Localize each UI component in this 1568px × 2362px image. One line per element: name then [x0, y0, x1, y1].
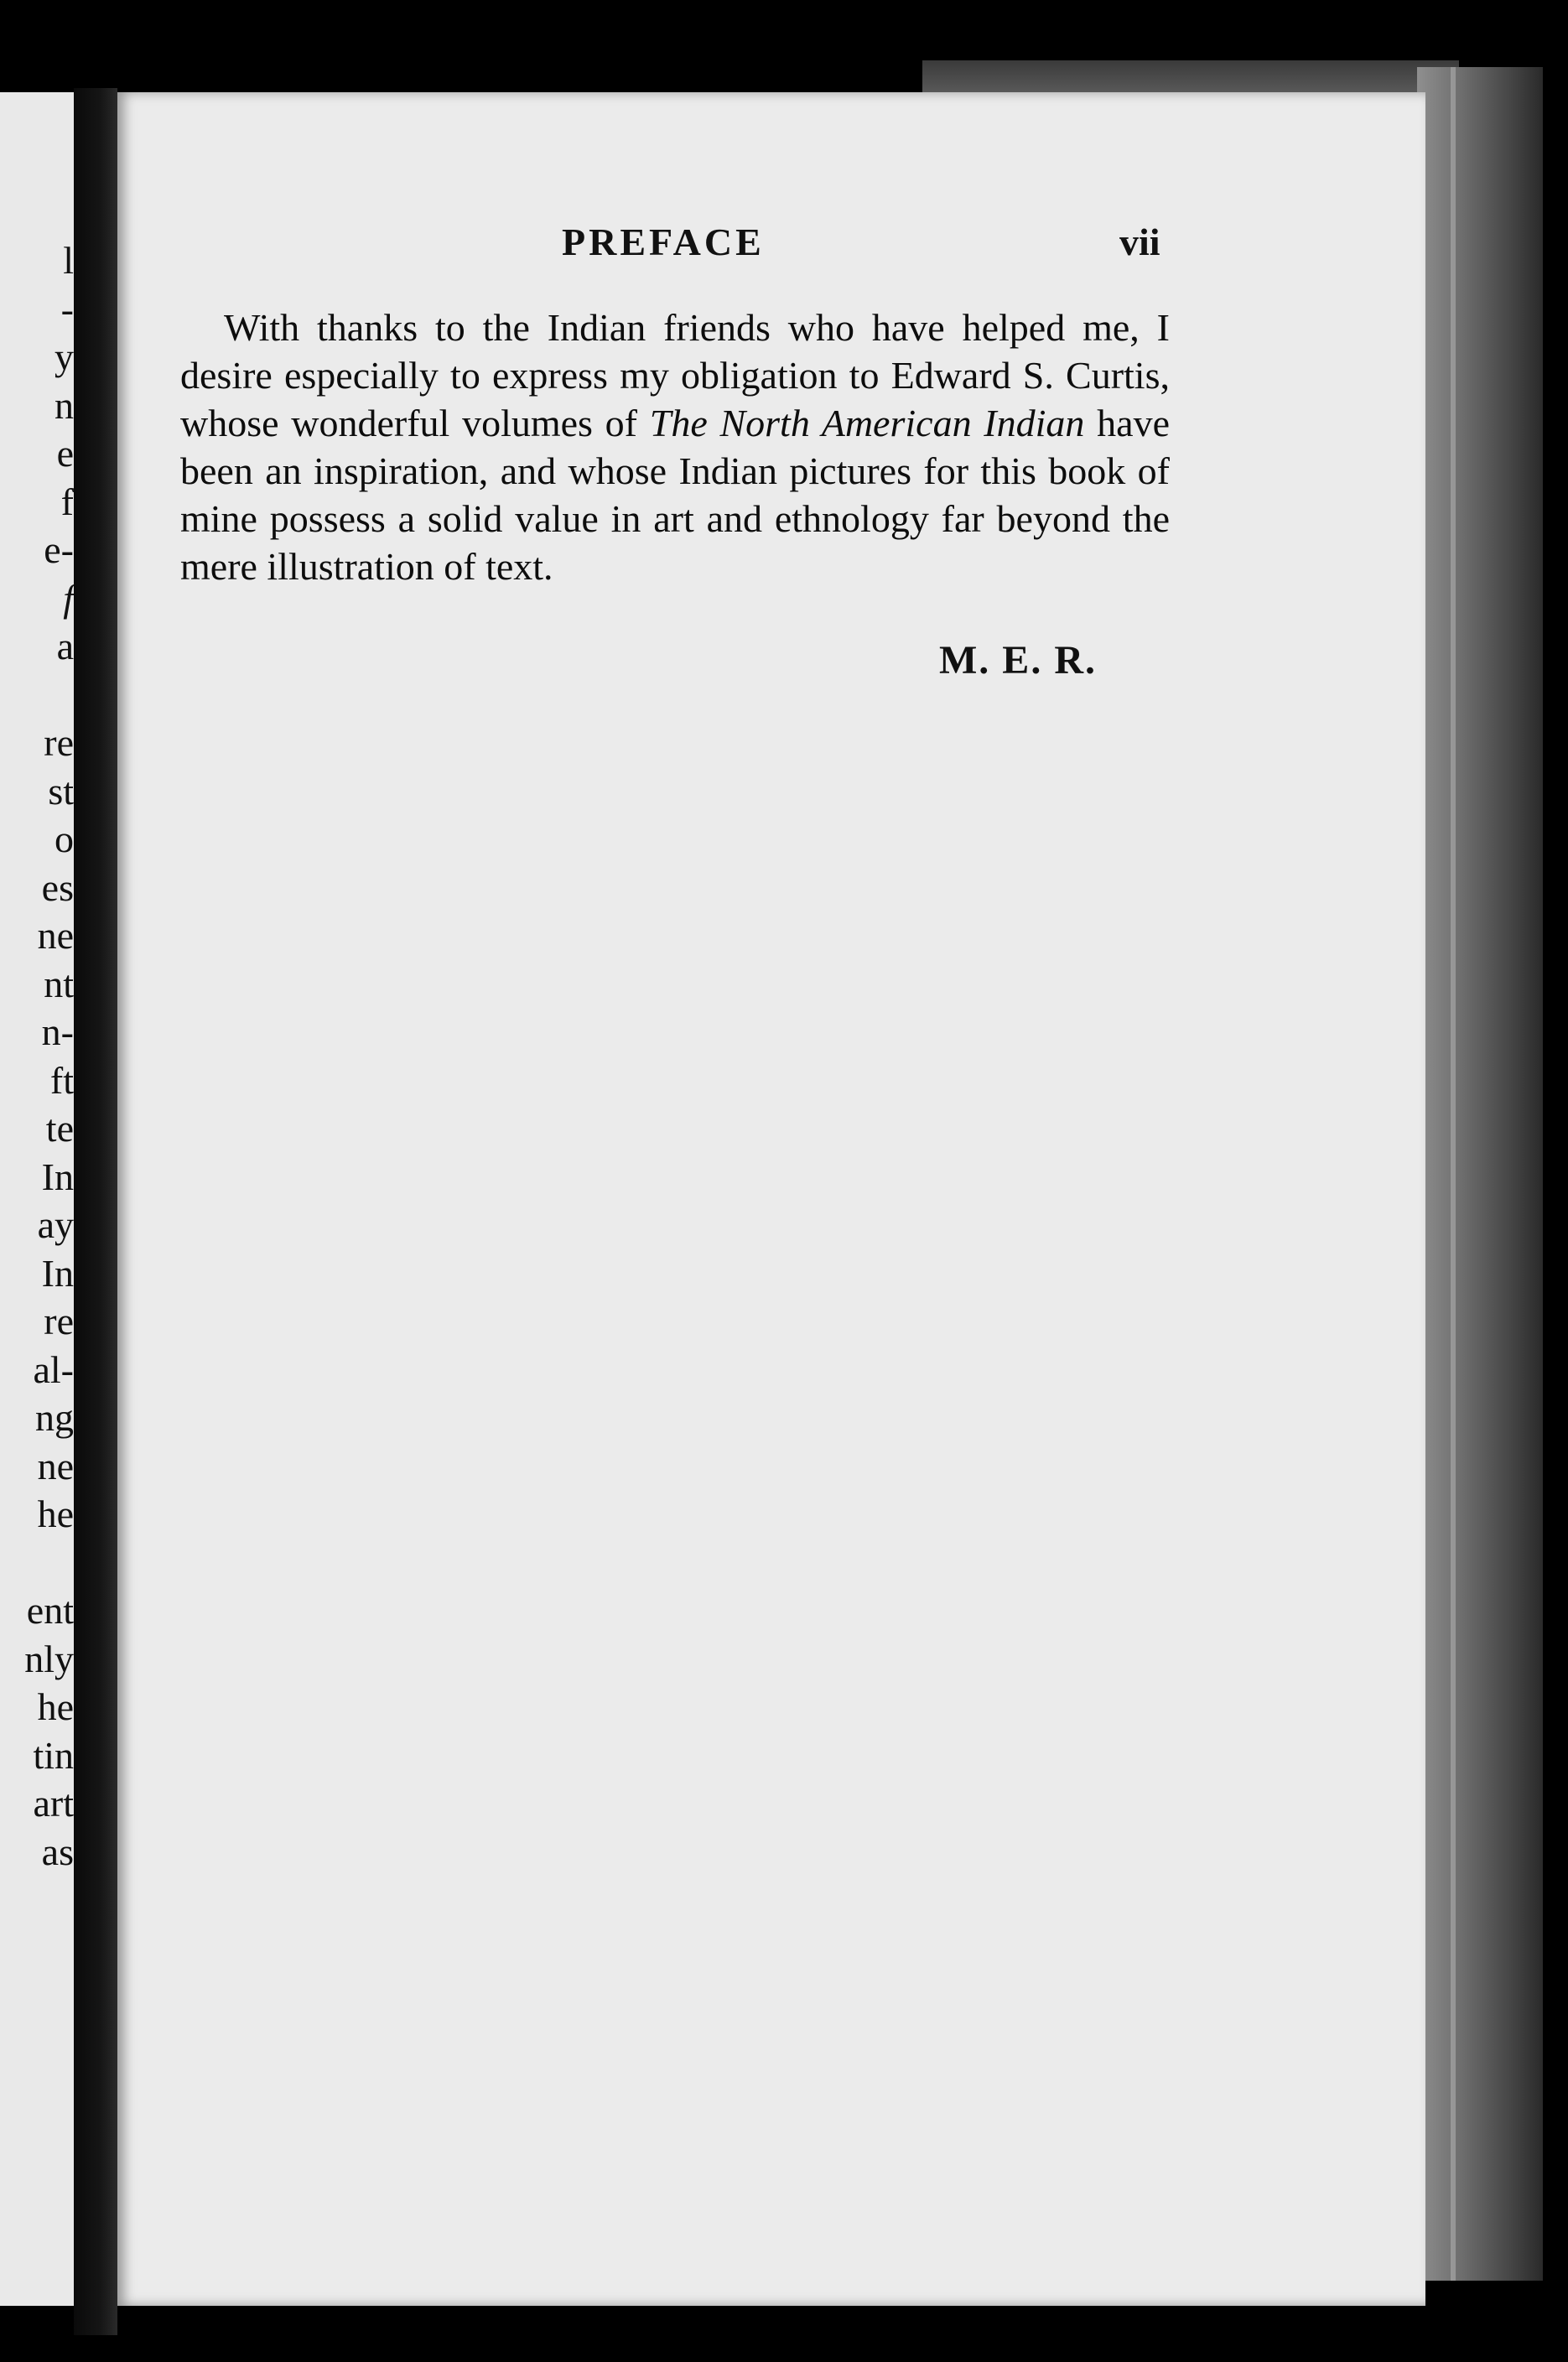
left-page-line: ent — [26, 1589, 74, 1632]
left-page-line: es — [41, 865, 74, 909]
book-title-italic: The North American Indian — [649, 402, 1085, 444]
book-gutter — [74, 88, 117, 2335]
left-page-line: In — [41, 1251, 74, 1295]
left-page-line: nly — [24, 1637, 74, 1680]
left-page-line: - — [60, 287, 74, 330]
left-page-line: as — [41, 1830, 74, 1873]
left-page-line: a — [56, 625, 74, 667]
left-page-line: l — [63, 239, 74, 282]
left-page-line: e — [56, 432, 74, 475]
left-page-line: ay — [37, 1203, 74, 1246]
left-page-line: ng — [35, 1396, 74, 1439]
left-page-line: re — [44, 1300, 74, 1342]
left-page-line: f — [63, 576, 74, 620]
page-number: vii — [1119, 221, 1160, 263]
left-page-line: In — [41, 1155, 74, 1198]
left-page-line: te — [45, 1107, 74, 1150]
book-top-edge — [922, 60, 1459, 94]
preface-body — [180, 304, 1170, 590]
left-page-line: e- — [44, 528, 74, 571]
left-page-line: tin — [33, 1733, 74, 1777]
left-page-line: art — [33, 1782, 74, 1825]
book-edge — [1417, 67, 1543, 2281]
left-page-line: n- — [41, 1010, 74, 1053]
left-page-line: y — [55, 335, 74, 378]
left-page-line: n — [55, 383, 74, 427]
left-page-line: al- — [33, 1347, 74, 1391]
left-page-line: ne — [37, 1444, 74, 1487]
paragraph-text-1: With thanks to the Indian friends who have helped me, I desire especially to express my obligation to Edward S. Curtis, whose wonderful volumes of — [180, 306, 1170, 444]
paragraph-text-2: have been an inspiration, and whose Indian pictures for this book of mine possess a solid value in art and ethnology far beyond the mere illustration of text. — [180, 402, 1170, 588]
left-page-line: o — [55, 818, 74, 860]
left-page-line: ne — [37, 914, 74, 957]
left-page-line: st — [48, 769, 74, 812]
running-head — [0, 220, 1568, 262]
page-title: PREFACE — [562, 221, 765, 263]
left-page-line: he — [37, 1492, 74, 1535]
preface-paragraph — [180, 304, 1170, 590]
left-page-line: f — [60, 480, 74, 523]
previous-page-fragment — [0, 92, 74, 2306]
left-page-line: re — [44, 721, 74, 764]
left-page-line: he — [37, 1685, 74, 1728]
left-page-line: nt — [44, 962, 74, 1005]
author-initials: M. E. R. — [939, 638, 1097, 683]
left-page-line: ft — [49, 1058, 74, 1102]
